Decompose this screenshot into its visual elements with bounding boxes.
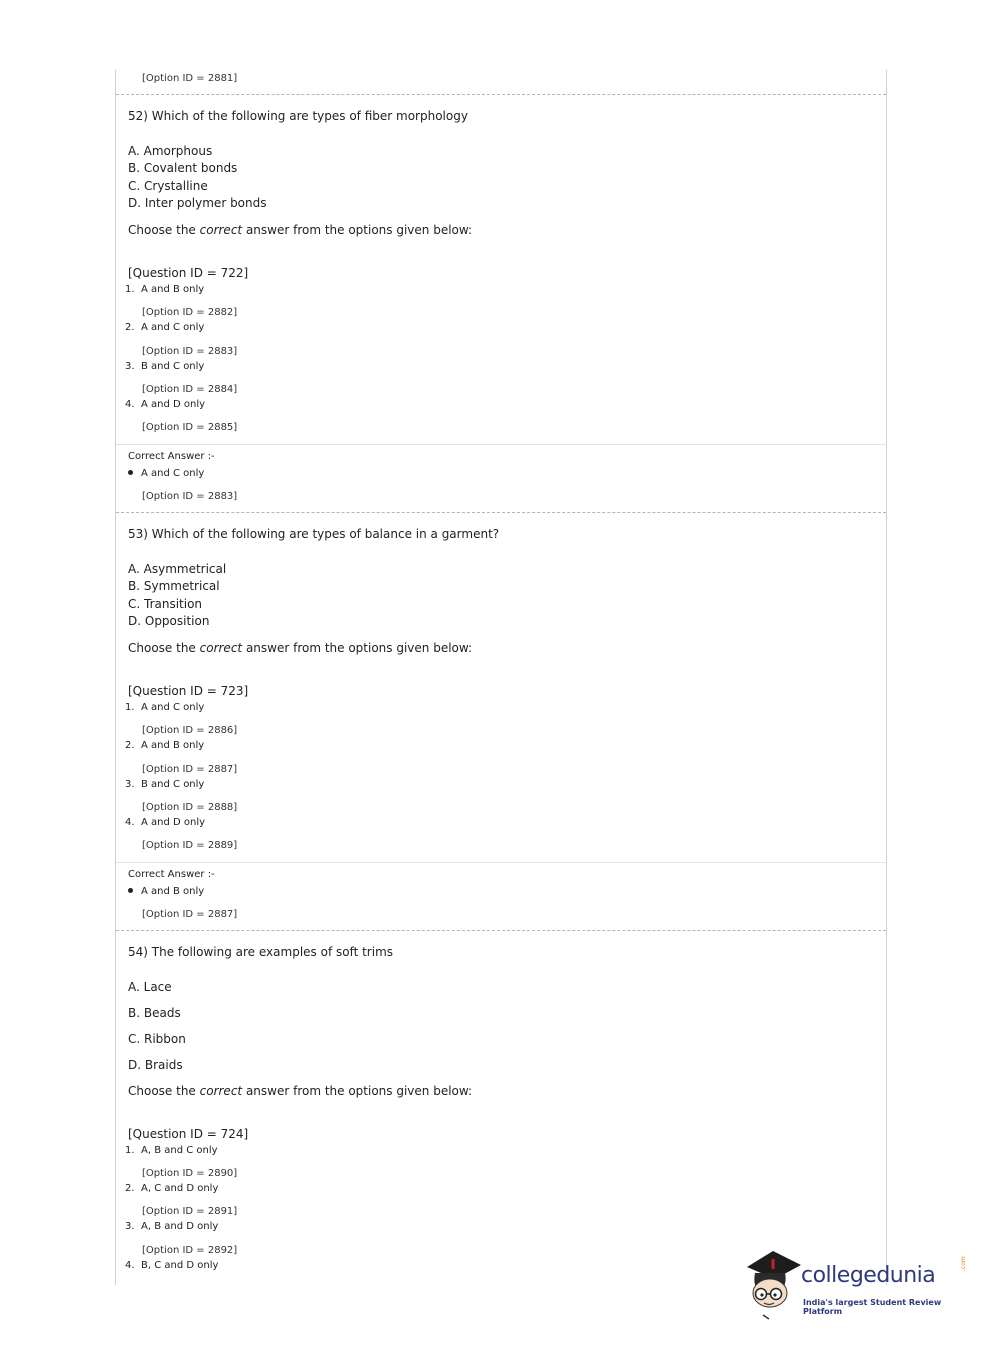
bullet-icon: [128, 470, 133, 475]
statement: B. Beads: [128, 1006, 181, 1020]
logo-suffix: .com: [960, 1256, 967, 1271]
question-title: 53) Which of the following are types of balance in a garment?: [128, 527, 500, 541]
bullet-icon: [128, 888, 133, 893]
question-paper-sheet: [115, 70, 887, 1285]
section-divider: [116, 862, 886, 863]
statement: C. Ribbon: [128, 1032, 186, 1046]
option-id: [Option ID = 2883]: [142, 491, 238, 502]
statement: B. Symmetrical: [128, 579, 220, 593]
option-id: [Option ID = 2887]: [142, 764, 238, 775]
option-id: [Option ID = 2888]: [142, 802, 238, 813]
question-separator: [116, 94, 886, 95]
instruction: Choose the correct answer from the options given below:: [128, 223, 473, 237]
statement: A. Lace: [128, 980, 172, 994]
answer-option[interactable]: 1. A and B only: [125, 284, 205, 295]
answer-option[interactable]: 4. B, C and D only: [125, 1260, 219, 1271]
answer-option[interactable]: 3. B and C only: [125, 779, 205, 790]
statement: A. Amorphous: [128, 144, 213, 158]
correct-answer: A and C only: [128, 468, 204, 479]
logo-wordmark: collegedunia: [801, 1263, 936, 1288]
option-id: [Option ID = 2891]: [142, 1206, 238, 1217]
option-id: [Option ID = 2887]: [142, 909, 238, 920]
option-id: [Option ID = 2881]: [142, 73, 238, 84]
correct-answer: A and B only: [128, 886, 204, 897]
statement: A. Asymmetrical: [128, 562, 227, 576]
statement: C. Transition: [128, 597, 203, 611]
answer-option[interactable]: 2. A, C and D only: [125, 1183, 219, 1194]
option-id: [Option ID = 2882]: [142, 307, 238, 318]
statement: D. Opposition: [128, 614, 210, 628]
correct-answer-heading: Correct Answer :-: [128, 869, 215, 880]
correct-answer-heading: Correct Answer :-: [128, 451, 215, 462]
statement: D. Braids: [128, 1058, 183, 1072]
answer-option[interactable]: 1. A and C only: [125, 702, 205, 713]
option-id: [Option ID = 2889]: [142, 840, 238, 851]
collegedunia-logo: [743, 1249, 973, 1321]
answer-option[interactable]: 2. A and C only: [125, 322, 205, 333]
statement: D. Inter polymer bonds: [128, 196, 267, 210]
answer-option[interactable]: 3. A, B and D only: [125, 1221, 219, 1232]
instruction: Choose the correct answer from the options given below:: [128, 1084, 473, 1098]
section-divider: [116, 444, 886, 445]
question-id: [Question ID = 724]: [128, 1127, 249, 1141]
instruction: Choose the correct answer from the options given below:: [128, 641, 473, 655]
option-id: [Option ID = 2886]: [142, 725, 238, 736]
option-id: [Option ID = 2883]: [142, 346, 238, 357]
logo-tagline: India's largest Student Review Platform: [803, 1298, 942, 1316]
option-id: [Option ID = 2890]: [142, 1168, 238, 1179]
question-separator: [116, 512, 886, 513]
question-separator: [116, 930, 886, 931]
mascot-graduation-cap-icon: [743, 1249, 803, 1321]
question-title: 54) The following are examples of soft trims: [128, 945, 394, 959]
option-id: [Option ID = 2884]: [142, 384, 238, 395]
answer-option[interactable]: 4. A and D only: [125, 399, 206, 410]
answer-option[interactable]: 2. A and B only: [125, 740, 205, 751]
statement: C. Crystalline: [128, 179, 208, 193]
question-title: 52) Which of the following are types of fiber morphology: [128, 109, 468, 123]
statement: B. Covalent bonds: [128, 161, 238, 175]
option-id: [Option ID = 2885]: [142, 422, 238, 433]
question-id: [Question ID = 722]: [128, 266, 249, 280]
option-id: [Option ID = 2892]: [142, 1245, 238, 1256]
answer-option[interactable]: 1. A, B and C only: [125, 1145, 218, 1156]
question-id: [Question ID = 723]: [128, 684, 249, 698]
answer-option[interactable]: 3. B and C only: [125, 361, 205, 372]
answer-option[interactable]: 4. A and D only: [125, 817, 206, 828]
